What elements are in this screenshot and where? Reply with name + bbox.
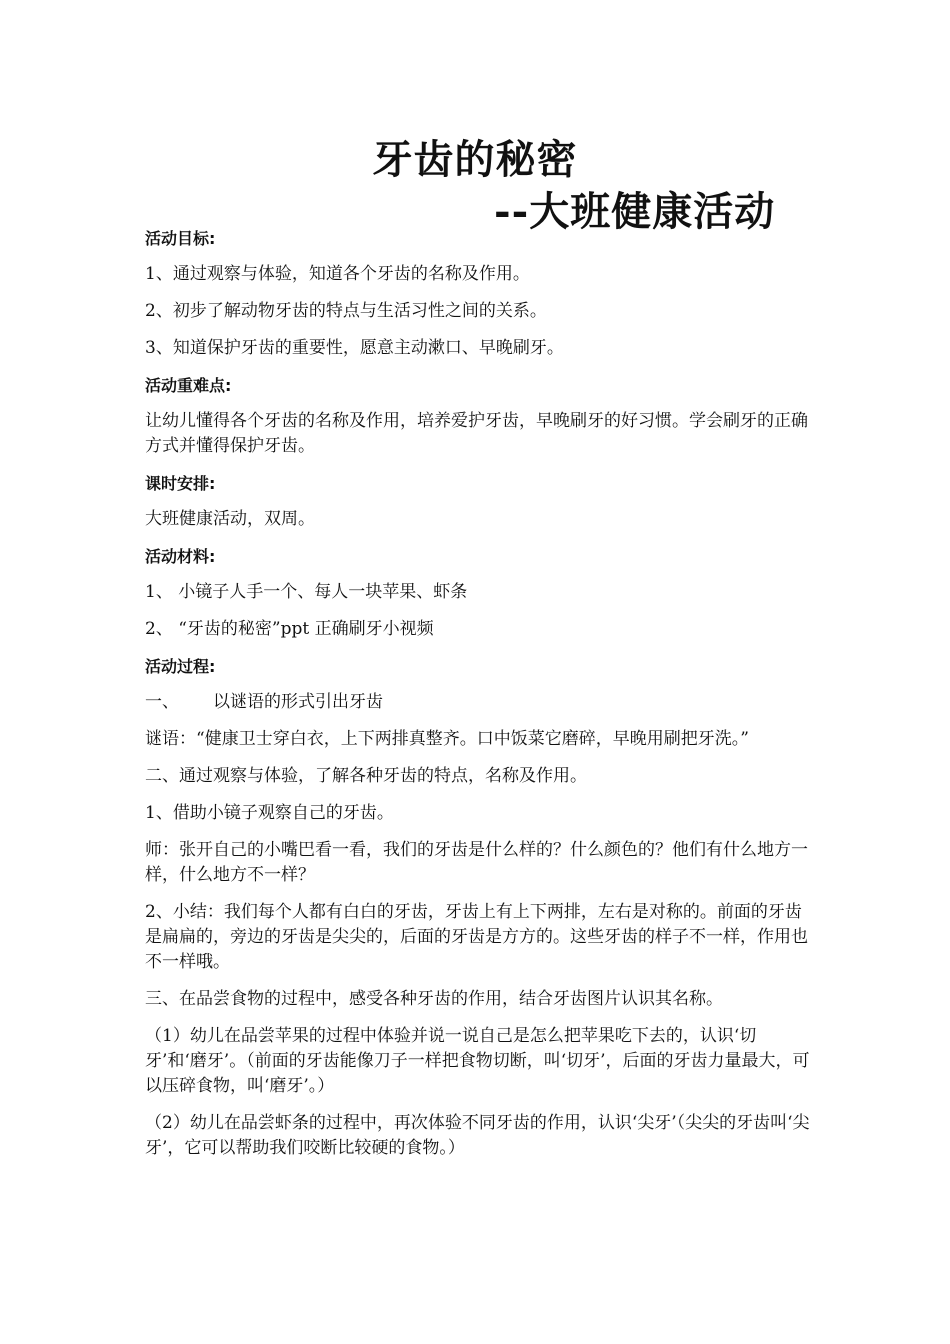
process-heading: 活动过程: — [145, 657, 216, 676]
document-title: 牙齿的秘密 — [372, 136, 578, 183]
schedule-heading: 课时安排: — [145, 474, 216, 493]
riddle-text: 谜语：“健康卫士穿白衣，上下两排真整齐。口中饭菜它磨碎，早晚用刷把牙洗。” — [145, 729, 749, 749]
document-subtitle: --大班健康活动 — [494, 188, 776, 235]
step-text: 以谜语的形式引出牙齿 — [213, 692, 383, 712]
goal-item: 2、初步了解动物牙齿的特点与生活习性之间的关系。 — [145, 301, 547, 321]
process-step-3-1: （1）幼儿在品尝苹果的过程中体验并说一说自己是怎么把苹果吃下去的，认识‘切牙’和‘磨牙’。（前面的牙齿能像刀子一样把食物切断，叫‘切牙’，后面的牙齿力量最大，可以压碎食物，叫‘磨牙’。） — [145, 1026, 810, 1096]
process-step-2-1: 1、借助小镜子观察自己的牙齿。 — [145, 803, 394, 823]
process-step-2: 二、通过观察与体验，了解各种牙齿的特点，名称及作用。 — [145, 766, 587, 786]
schedule-text: 大班健康活动，双周。 — [145, 509, 315, 529]
teacher-text: 师：张开自己的小嘴巴看一看，我们的牙齿是什么样的？什么颜色的？他们有什么地方一样，什么地方不一样？ — [145, 840, 808, 885]
goal-item: 3、知道保护牙齿的重要性，愿意主动漱口、早晚刷牙。 — [145, 338, 564, 358]
document-body — [145, 226, 810, 1173]
step-number: 一、 — [145, 692, 179, 712]
process-step-3-2: （2）幼儿在品尝虾条的过程中，再次体验不同牙齿的作用，认识‘尖牙’（尖尖的牙齿叫‘尖牙’，它可以帮助我们咬断比较硬的食物。） — [145, 1113, 810, 1158]
summary-text: 2、小结：我们每个人都有白白的牙齿，牙齿上有上下两排，左右是对称的。前面的牙齿是扁扁的，旁边的牙齿是尖尖的，后面的牙齿是方方的。这些牙齿的样子不一样，作用也不一样哦。 — [145, 902, 808, 972]
goal-item: 1、通过观察与体验，知道各个牙齿的名称及作用。 — [145, 264, 530, 284]
key-points-heading: 活动重难点: — [145, 376, 232, 395]
process-step-3: 三、在品尝食物的过程中，感受各种牙齿的作用，结合牙齿图片认识其名称。 — [145, 989, 723, 1009]
material-item: 2、 “牙齿的秘密”ppt 正确刷牙小视频 — [145, 619, 434, 639]
material-item: 1、 小镜子人手一个、每人一块苹果、虾条 — [145, 582, 468, 602]
process-step-1 — [145, 690, 810, 715]
key-points-text: 让幼儿懂得各个牙齿的名称及作用，培养爱护牙齿，早晚刷牙的好习惯。学会刷牙的正确方式并懂得保护牙齿。 — [145, 411, 808, 456]
goals-heading: 活动目标: — [145, 229, 216, 248]
materials-heading: 活动材料: — [145, 547, 216, 566]
